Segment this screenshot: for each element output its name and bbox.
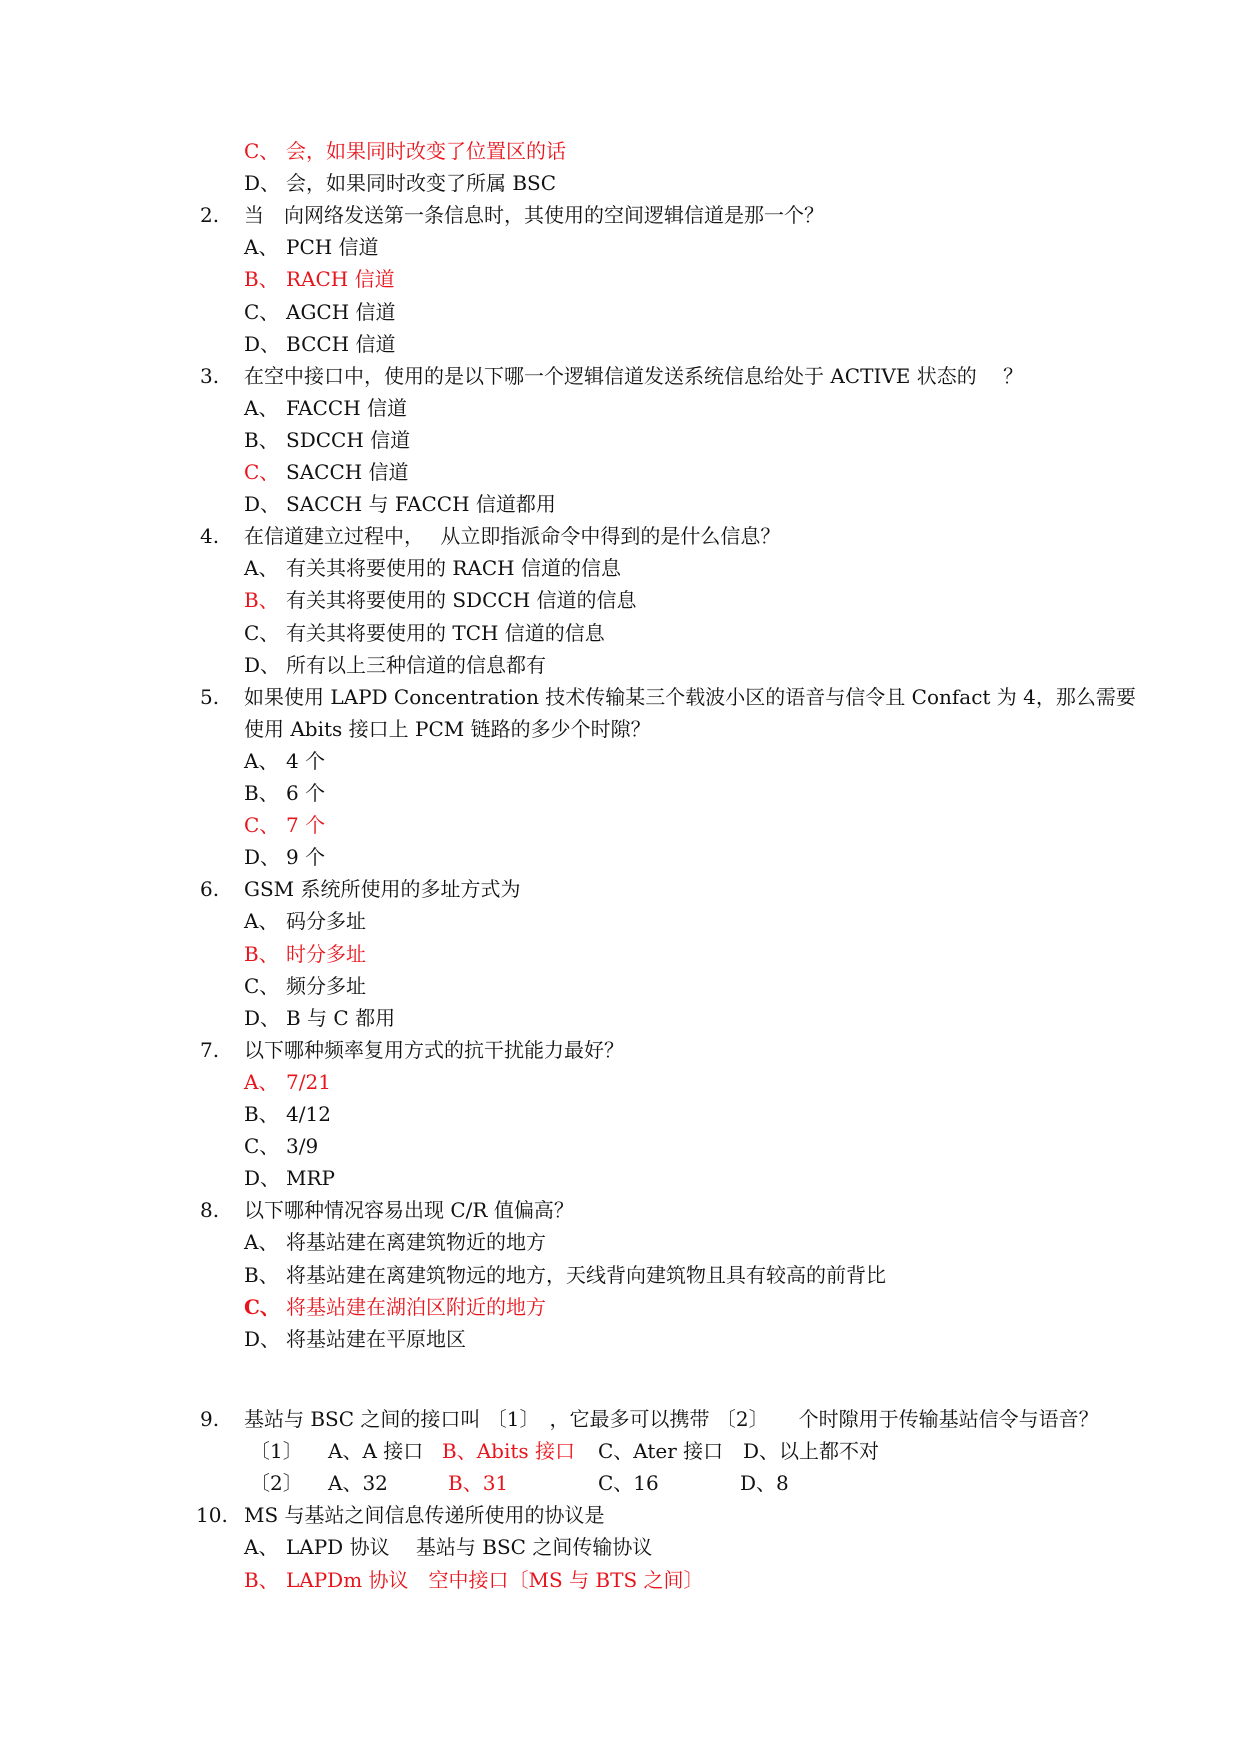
q9-row1-b-correct: B、Abits 接口 <box>442 1439 575 1464</box>
option-letter: B、 <box>244 1567 279 1592</box>
option-letter: A、 <box>244 556 279 581</box>
option-text: 9 个 <box>286 845 326 870</box>
option-letter: A、 <box>244 1069 279 1094</box>
option-letter: D、 <box>244 652 281 677</box>
option-letter: B、 <box>244 588 279 613</box>
question-text: 在信道建立过程中， 从立即指派命令中得到的是什么信息？ <box>244 524 781 549</box>
option-line <box>244 906 366 936</box>
question-text: GSM 系统所使用的多址方式为 <box>244 877 521 902</box>
option-letter: D、 <box>244 845 281 870</box>
question-text: MS 与基站之间信息传递所使用的协议是 <box>244 1503 605 1528</box>
option-letter: C、 <box>244 813 280 838</box>
option-line <box>244 650 546 680</box>
option-letter: A、 <box>244 1230 279 1255</box>
option-letter: C、 <box>244 973 280 998</box>
question-text: 如果使用 LAPD Concentration 技术传输某三个载波小区的语音与信令且 Confact 为 4，那么需要 <box>244 684 1136 709</box>
question-number: 9. <box>200 1407 220 1431</box>
option-line <box>244 746 325 776</box>
option-letter: B、 <box>244 941 279 966</box>
question-number: 10. <box>196 1503 228 1528</box>
option-line <box>244 1324 466 1354</box>
option-letter: B、 <box>244 267 279 292</box>
option-line <box>244 1227 546 1257</box>
option-line <box>244 297 396 327</box>
option-letter: C、 <box>244 1294 280 1319</box>
option-text: SACCH 与 FACCH 信道都用 <box>286 492 556 517</box>
option-letter: D、 <box>244 171 281 196</box>
option-text: 有关其将要使用的 TCH 信道的信息 <box>286 620 605 645</box>
option-line-correct <box>244 457 409 487</box>
question-text: 以下哪种频率复用方式的抗干扰能力最好？ <box>244 1037 624 1062</box>
option-line <box>244 1163 335 1193</box>
option-text: 会，如果同时改变了位置区的话 <box>286 139 566 163</box>
option-line <box>244 553 621 583</box>
option-line <box>244 778 325 808</box>
option-letter: B、 <box>244 781 279 805</box>
option-text: RACH 信道 <box>286 267 395 292</box>
option-text: B 与 C 都用 <box>286 1005 396 1030</box>
option-line <box>244 425 410 455</box>
question-text: 以下哪种情况容易出现 C/R 值偏高？ <box>244 1198 574 1223</box>
option-text: FACCH 信道 <box>286 395 407 420</box>
option-text: 将基站建在平原地区 <box>286 1326 466 1351</box>
option-text: 码分多址 <box>286 909 366 934</box>
option-line-correct <box>244 1067 331 1097</box>
option-line-correct <box>244 1565 704 1595</box>
question-text-continued: 使用 Abits 接口上 PCM 链路的多少个时隙？ <box>244 716 651 741</box>
option-letter: C、 <box>244 1134 280 1159</box>
option-text: 有关其将要使用的 SDCCH 信道的信息 <box>286 588 637 613</box>
option-letter: B、 <box>244 427 279 452</box>
option-line <box>244 1131 318 1161</box>
option-text: PCH 信道 <box>286 235 379 260</box>
question-number: 3. <box>200 363 220 388</box>
option-letter: D、 <box>244 331 281 356</box>
q9-row1-a: A、A 接口 <box>328 1439 424 1464</box>
q9-row2-label: 〔2〕 <box>250 1471 303 1496</box>
q9-row2-a: A、32 <box>328 1471 388 1496</box>
option-text: 6 个 <box>286 781 326 805</box>
option-line-correct <box>244 1292 546 1322</box>
option-text: MRP <box>286 1166 335 1191</box>
option-letter: D、 <box>244 492 281 517</box>
option-text: 频分多址 <box>286 973 366 998</box>
option-line <box>244 329 395 359</box>
option-line <box>244 1260 886 1290</box>
q9-row1-d: D、以上都不对 <box>743 1439 880 1464</box>
option-letter: A、 <box>244 235 279 260</box>
option-line <box>244 971 366 1001</box>
option-text: 所有以上三种信道的信息都有 <box>286 652 546 677</box>
option-letter: A、 <box>244 909 279 934</box>
option-text: SACCH 信道 <box>286 460 409 484</box>
q9-row2-b-correct: B、31 <box>448 1471 509 1496</box>
option-line <box>244 168 556 198</box>
option-line-correct <box>244 136 566 166</box>
option-letter: C、 <box>244 460 280 484</box>
option-text: LAPD 协议 基站与 BSC 之间传输协议 <box>286 1535 653 1560</box>
option-line <box>244 489 556 519</box>
option-line-correct <box>244 939 366 969</box>
option-text: 4/12 <box>286 1102 331 1126</box>
option-text: BCCH 信道 <box>286 331 396 356</box>
option-line <box>244 1003 395 1033</box>
option-line <box>244 232 379 262</box>
option-line <box>244 393 407 423</box>
question-number: 4. <box>200 524 220 549</box>
option-text: SDCCH 信道 <box>286 427 411 452</box>
option-text: 3/9 <box>286 1134 319 1159</box>
option-line-correct <box>244 264 395 294</box>
option-letter: B、 <box>244 1102 279 1126</box>
option-line <box>244 842 325 872</box>
option-letter: D、 <box>244 1326 281 1351</box>
option-text: LAPDm 协议 空中接口〔MS 与 BTS 之间〕 <box>286 1567 704 1592</box>
q9-row1-c: C、Ater 接口 <box>598 1439 724 1464</box>
q9-row2-c: C、16 <box>598 1471 659 1496</box>
question-text: 在空中接口中，使用的是以下哪一个逻辑信道发送系统信息给处于 ACTIVE 状态的 ？ <box>244 363 1024 388</box>
option-letter: A、 <box>244 1535 279 1560</box>
question-text: 当 向网络发送第一条信息时，其使用的空间逻辑信道是那一个？ <box>244 203 824 228</box>
option-text: 将基站建在离建筑物远的地方，天线背向建筑物且具有较高的前背比 <box>286 1262 886 1287</box>
question-number: 2. <box>200 203 220 228</box>
option-text: 有关其将要使用的 RACH 信道的信息 <box>286 556 621 581</box>
option-line <box>244 1099 331 1129</box>
option-letter: D、 <box>244 1005 281 1030</box>
option-line <box>244 1532 652 1562</box>
question-text: 基站与 BSC 之间的接口叫 〔1〕 ，它最多可以携带 〔2〕 个时隙用于传输基站信令与语音？ <box>244 1407 1099 1431</box>
option-letter: A、 <box>244 748 279 773</box>
option-letter: A、 <box>244 395 279 420</box>
option-text: 7 个 <box>286 813 326 838</box>
option-letter: C、 <box>244 620 280 645</box>
option-line-correct <box>244 585 637 615</box>
option-text: 7/21 <box>286 1069 331 1094</box>
option-text: 时分多址 <box>286 941 366 966</box>
option-text: 将基站建在湖泊区附近的地方 <box>286 1294 546 1319</box>
q9-row2-d: D、8 <box>740 1471 789 1496</box>
option-text: 会，如果同时改变了所属 BSC <box>286 171 557 196</box>
option-line <box>244 618 605 648</box>
option-letter: B、 <box>244 1262 279 1287</box>
question-number: 8. <box>200 1198 220 1223</box>
option-text: AGCH 信道 <box>286 299 396 324</box>
option-line-correct <box>244 810 325 840</box>
question-number: 6. <box>200 877 220 902</box>
question-number: 5. <box>200 684 220 709</box>
question-number: 7. <box>200 1037 220 1062</box>
option-letter: D、 <box>244 1166 281 1191</box>
option-letter: C、 <box>244 139 280 163</box>
option-text: 将基站建在离建筑物近的地方 <box>286 1230 546 1255</box>
option-letter: C、 <box>244 299 280 324</box>
q9-row1-label: 〔1〕 <box>250 1439 303 1464</box>
option-text: 4 个 <box>286 748 326 773</box>
